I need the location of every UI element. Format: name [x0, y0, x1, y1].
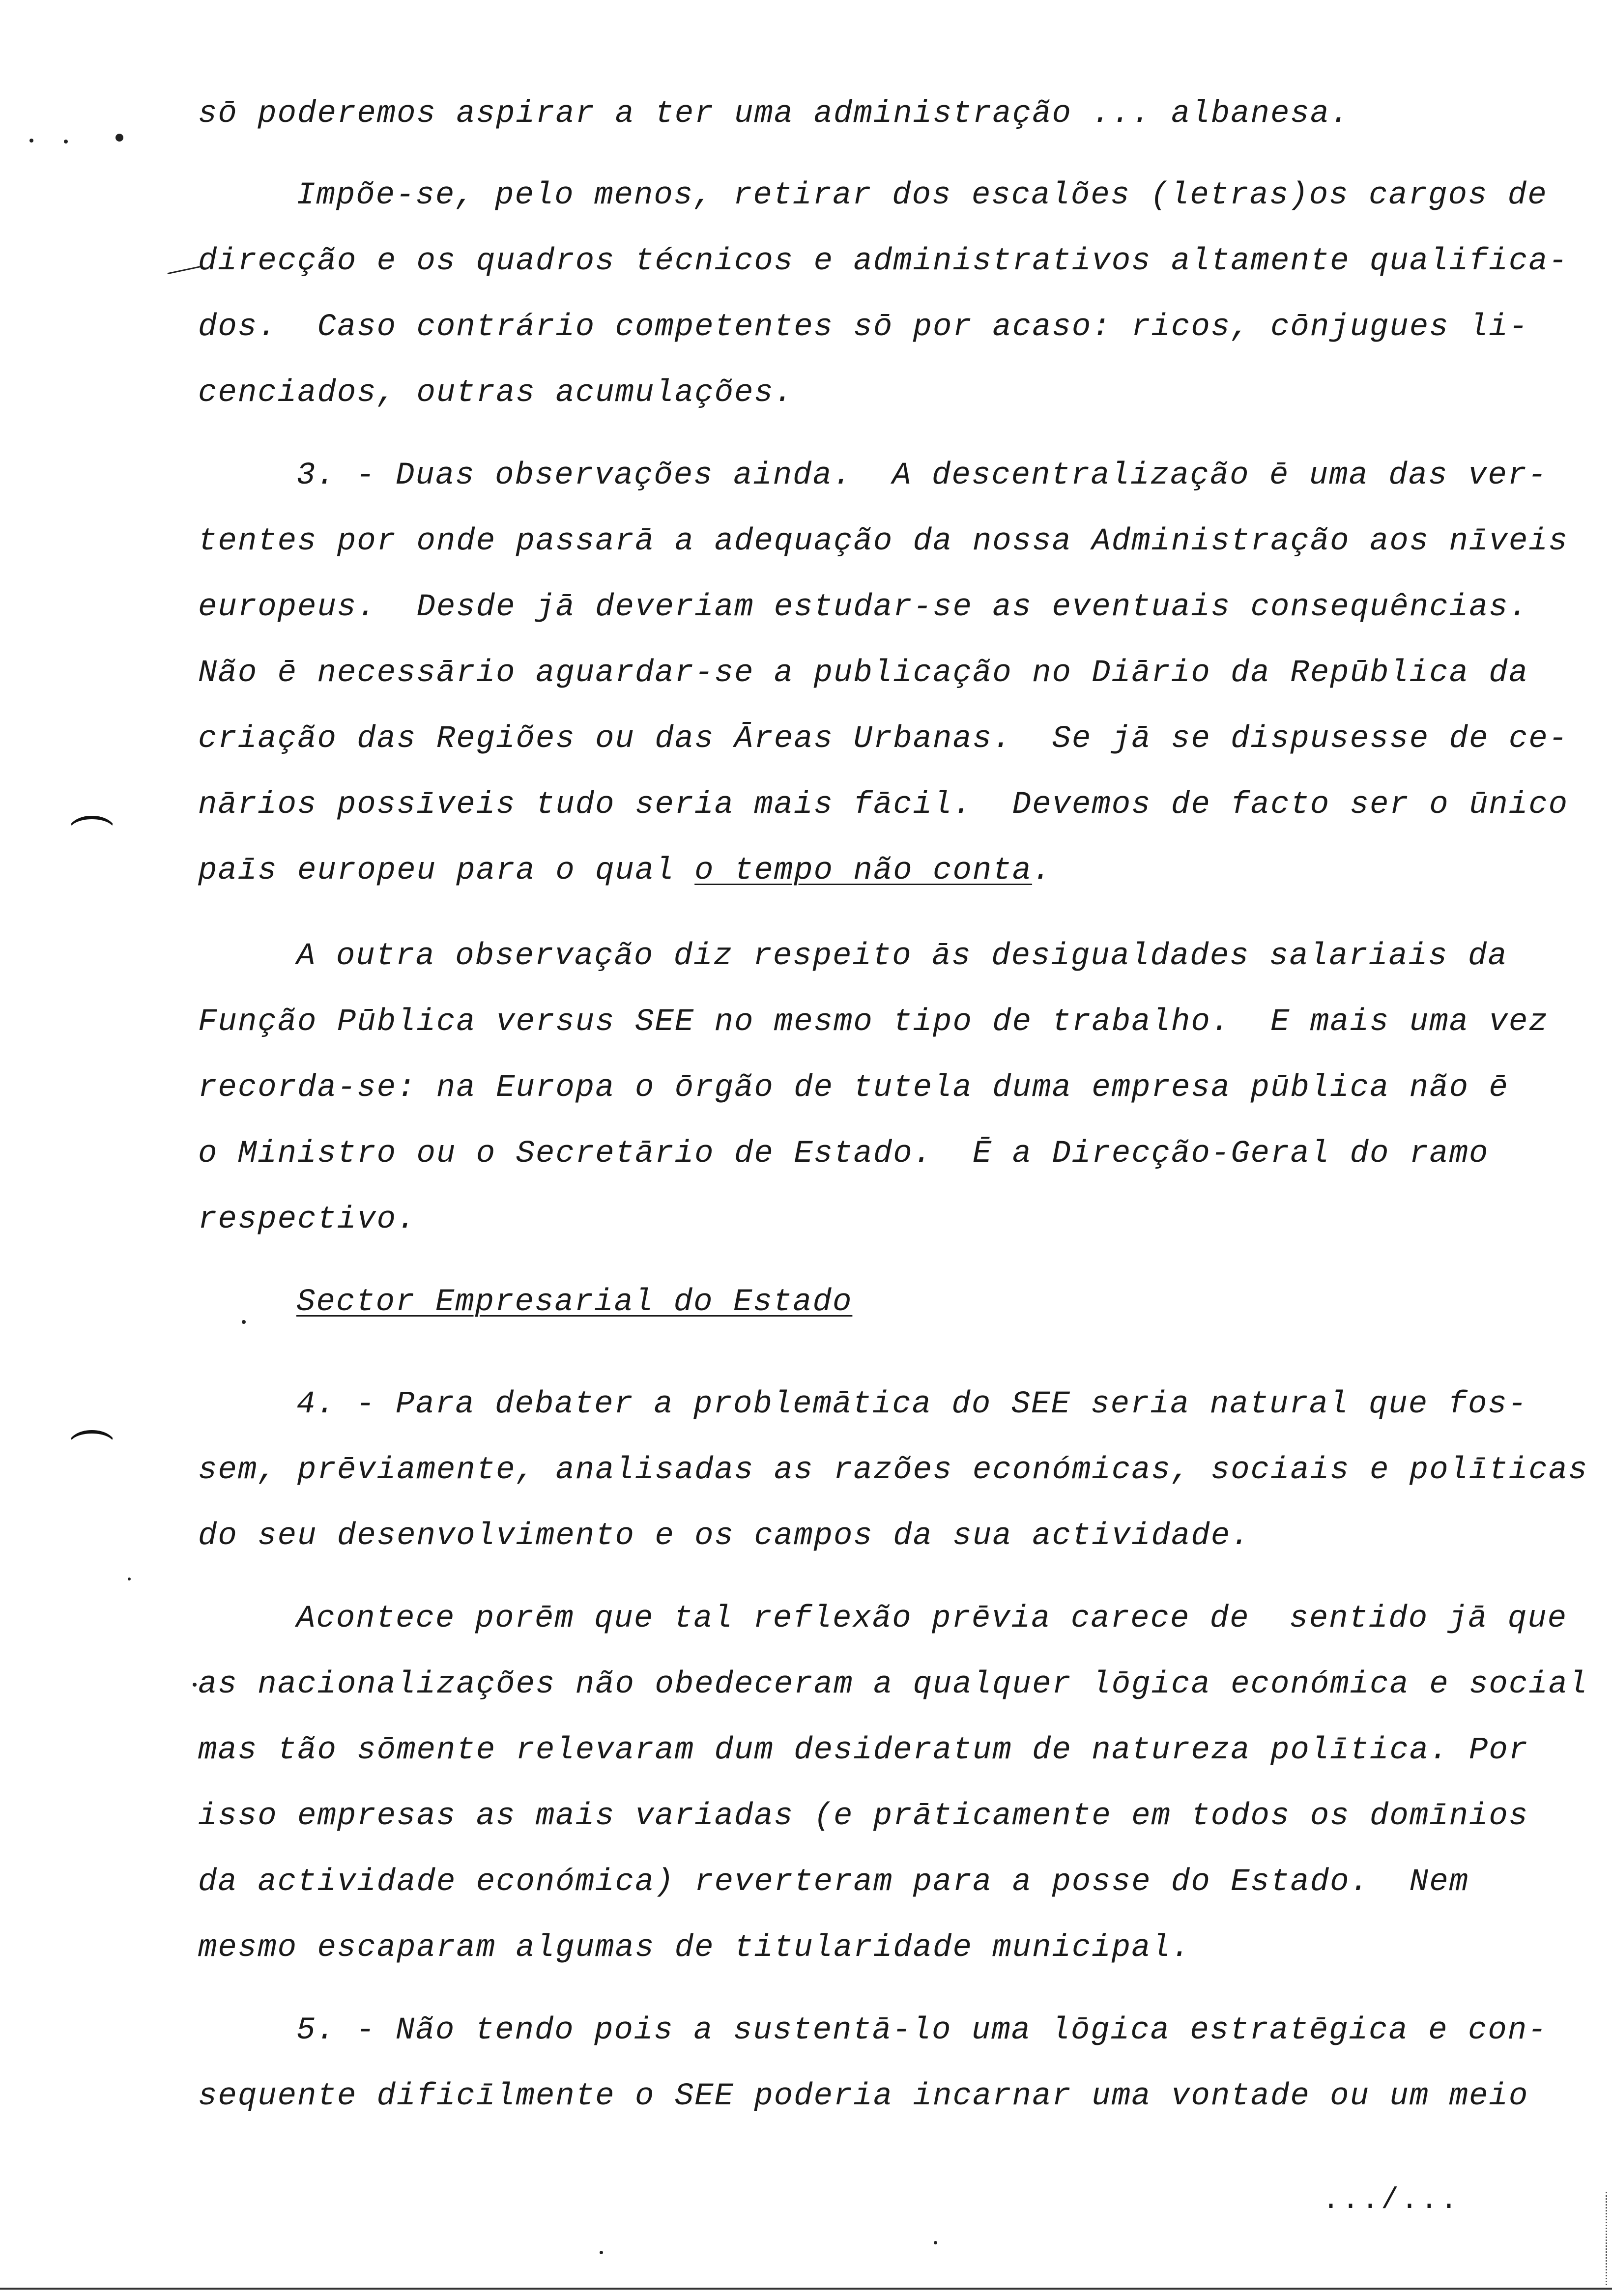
- scan-speck: [193, 1683, 197, 1687]
- text-line: 4. - Para debater a problemātica do SEE seria natural que fos-: [296, 1387, 1528, 1422]
- scan-speck: [167, 266, 201, 274]
- text-line: [198, 855, 1052, 887]
- scan-speck: [29, 139, 33, 143]
- scan-bottom-edge: [0, 2288, 1612, 2290]
- text-line: sem, prēviamente, analisadas as razões económicas, sociais e polīticas: [198, 1453, 1588, 1488]
- underlined-phrase: o tempo não conta: [694, 853, 1033, 889]
- scan-speck: [115, 134, 123, 142]
- text-line: recorda-se: na Europa o ōrgão de tutela duma empresa pūblica não ē: [198, 1070, 1509, 1106]
- scan-edge-marks: [1591, 2192, 1607, 2285]
- text-line: Impõe-se, pelo menos, retirar dos escalões (letras)os cargos de: [296, 178, 1548, 213]
- text-line: dos. Caso contrário competentes sō por acaso: ricos, cōnjugues li-: [198, 310, 1529, 345]
- scan-speck: [934, 2241, 937, 2244]
- text-line: da actividade económica) reverteram para a posse do Estado. Nem: [198, 1865, 1469, 1900]
- punch-hole-mark: [69, 1430, 115, 1458]
- text-segment: paīs europeu para o qual: [198, 853, 695, 889]
- text-line: cenciados, outras acumulações.: [198, 375, 794, 411]
- text-line: direcção e os quadros técnicos e administrativos altamente qualifica-: [198, 244, 1569, 279]
- section-heading: Sector Empresarial do Estado: [296, 1285, 853, 1320]
- text-line: respectivo.: [198, 1202, 417, 1237]
- text-line: mesmo escaparam algumas de titularidade municipal.: [198, 1930, 1191, 1966]
- text-line: Não ē necessārio aguardar-se a publicação no Diārio da Repūblica da: [198, 656, 1529, 691]
- text-line: nārios possīveis tudo seria mais fācil. Devemos de facto ser o ūnico: [198, 787, 1569, 823]
- text-line: europeus. Desde jā deveriam estudar-se as eventuais consequências.: [198, 590, 1529, 625]
- text-line: sō poderemos aspirar a ter uma administração ... albanesa.: [198, 96, 1350, 132]
- scan-speck: [128, 1578, 131, 1580]
- text-line: tentes por onde passarā a adequação da nossa Administração aos nīveis: [198, 524, 1569, 559]
- text-line: isso empresas as mais variadas (e prāticamente em todos os domīnios: [198, 1799, 1529, 1834]
- scan-speck: [242, 1320, 246, 1324]
- text-line: Função Pūblica versus SEE no mesmo tipo de trabalho. E mais uma vez: [198, 1004, 1549, 1040]
- scan-speck: [600, 2251, 603, 2254]
- text-line: 5. - Não tendo pois a sustentā-lo uma lōgica estratēgica e con-: [296, 2013, 1548, 2048]
- text-line: as nacionalizações não obedeceram a qualquer lōgica económica e social: [198, 1667, 1588, 1702]
- text-line: A outra observação diz respeito ās desigualdades salariais da: [296, 939, 1508, 974]
- text-segment: .: [1032, 853, 1052, 889]
- text-line: criação das Regiões ou das Āreas Urbanas. Se jā se dispusesse de ce-: [198, 721, 1569, 757]
- text-line: mas tão sōmente relevaram dum desideratum de natureza polītica. Por: [198, 1733, 1529, 1768]
- text-line: Acontece porēm que tal reflexão prēvia carece de sentido jā que: [296, 1601, 1567, 1636]
- text-line: 3. - Duas observações ainda. A descentralização ē uma das ver-: [296, 458, 1548, 493]
- text-line: o Ministro ou o Secretārio de Estado. Ē a Direcção-Geral do ramo: [198, 1136, 1489, 1172]
- text-line: do seu desenvolvimento e os campos da sua actividade.: [198, 1519, 1251, 1554]
- continuation-mark: .../...: [1322, 2184, 1460, 2217]
- text-line: sequente dificīlmente o SEE poderia incarnar uma vontade ou um meio: [198, 2079, 1529, 2114]
- scan-speck: [64, 140, 68, 144]
- punch-hole-mark: [69, 816, 115, 844]
